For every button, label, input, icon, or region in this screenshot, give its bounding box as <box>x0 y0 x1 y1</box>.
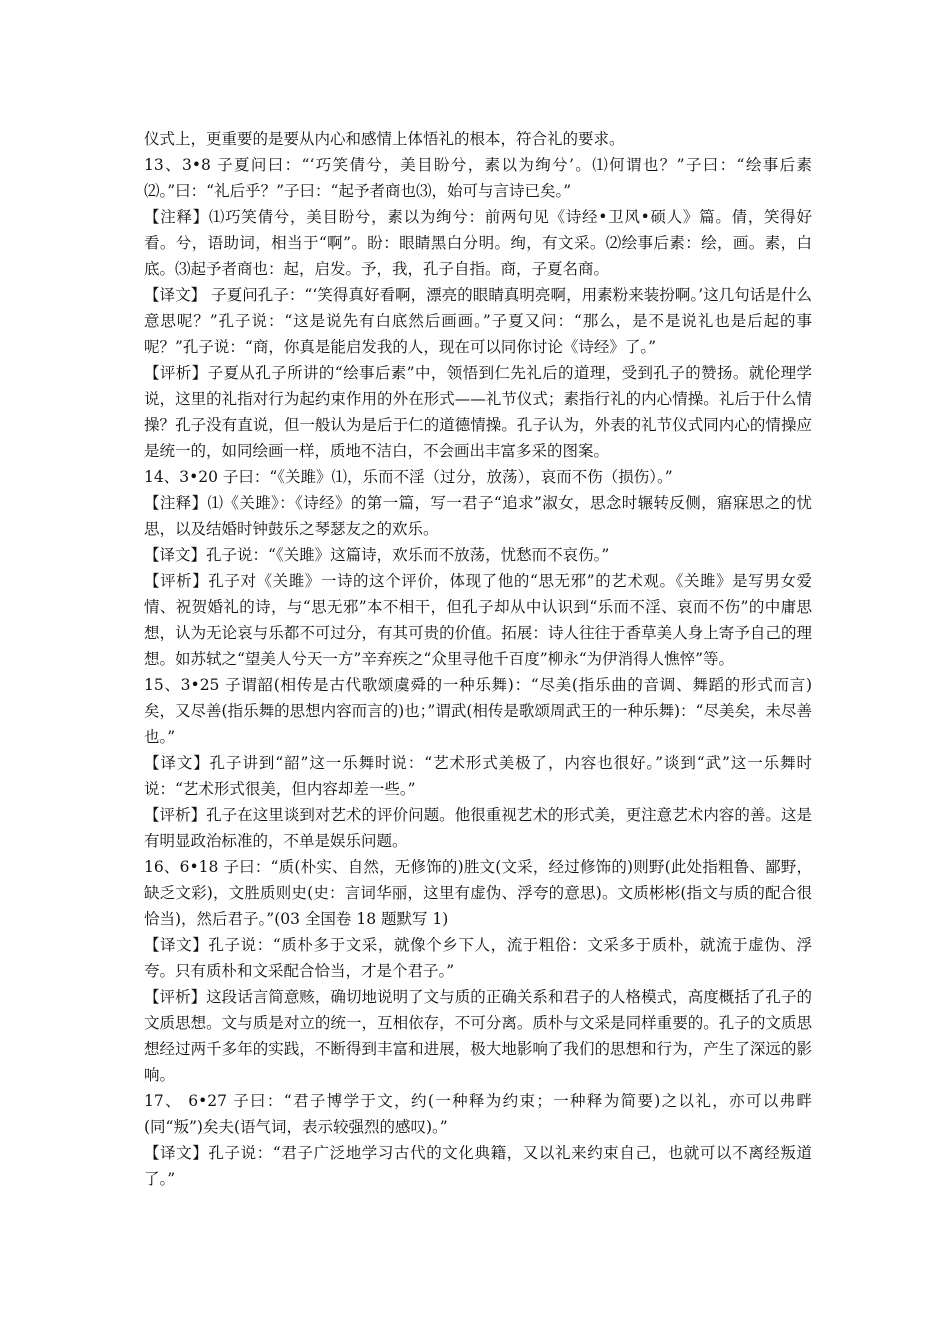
passage-15: 15、3•25 子谓韶(相传是古代歌颂虞舜的一种乐舞)：“尽美(指乐曲的音调、舞蹈的形式而言)矣，又尽善(指乐舞的思想内容而言的)也；”谓武(相传是歌颂周武王的一种乐舞)：“尽美矣，未尽善也。” <box>144 676 812 746</box>
passage-13: 13、3•8 子夏问曰：“‘巧笑倩兮，美目盼兮，素以为绚兮’。⑴何谓也？”子曰：“绘事后素⑵。”曰：“礼后乎？”子曰：“起予者商也⑶，始可与言诗已矣。” <box>144 156 812 200</box>
translation-14: 【译文】孔子说：“《关雎》这篇诗，欢乐而不放荡，忧愁而不哀伤。” <box>144 546 610 564</box>
text-paragraph: 仪式上，更重要的是要从内心和感情上体悟礼的根本，符合礼的要求。 <box>144 130 625 148</box>
translation-15: 【译文】孔子讲到“韶”这一乐舞时说：“艺术形式美极了，内容也很好。”谈到“武”这一乐舞时说：“艺术形式很美，但内容却差一些。” <box>144 754 812 798</box>
translation-17: 【译文】孔子说：“君子广泛地学习古代的文化典籍，又以礼来约束自己，也就可以不离经叛道了。” <box>144 1144 812 1188</box>
annotation-14: 【注释】⑴《关雎》：《诗经》的第一篇，写一君子“追求”淑女，思念时辗转反侧，寤寐思之的忧思，以及结婚时钟鼓乐之琴瑟友之的欢乐。 <box>144 494 812 538</box>
annotation-13: 【注释】⑴巧笑倩兮，美目盼兮，素以为绚兮：前两句见《诗经•卫风•硕人》篇。倩，笑得好看。兮，语助词，相当于“啊”。盼：眼睛黑白分明。绚，有文采。⑵绘事后素：绘，画。素，白底。⑶起予者商也：起，启发。予，我，孔子自指。商，子夏名商。 <box>144 208 812 278</box>
passage-16: 16、6•18 子曰：“质(朴实、自然，无修饰的)胜文(文采，经过修饰的)则野(此处指粗鲁、鄙野，缺乏文彩)，文胜质则史(史：言词华丽，这里有虚伪、浮夸的意思)。文质彬彬(指文与质的配合很恰当)，然后君子。”(03 全国卷 18 题默写 1) <box>144 858 812 928</box>
commentary-14: 【评析】孔子对《关雎》一诗的这个评价，体现了他的“思无邪”的艺术观。《关雎》是写男女爱情、祝贺婚礼的诗，与“思无邪”本不相干，但孔子却从中认识到“乐而不淫、哀而不伤”的中庸思想，认为无论哀与乐都不可过分，有其可贵的价值。拓展：诗人往往于香草美人身上寄予自己的理想。如苏轼之“望美人兮天一方”辛弃疾之“众里寻他千百度”柳永“为伊消得人憔悴”等。 <box>144 572 812 668</box>
passage-14: 14、3•20 子曰：“《关雎》⑴，乐而不淫（过分，放荡），哀而不伤（损伤）。” <box>144 468 673 486</box>
commentary-16: 【评析】这段话言简意赅，确切地说明了文与质的正确关系和君子的人格模式，高度概括了孔子的文质思想。文与质是对立的统一，互相依存，不可分离。质朴与文采是同样重要的。孔子的文质思想经过两千多年的实践，不断得到丰富和进展，极大地影响了我们的思想和行为，产生了深远的影响。 <box>144 988 812 1084</box>
document-page <box>144 126 812 1192</box>
passage-17: 17、 6•27 子曰：“君子博学于文，约(一种释为约束；一种释为简要)之以礼，亦可以弗畔(同“叛”)矣夫(语气词，表示较强烈的感叹)。” <box>144 1092 812 1136</box>
translation-13: 【译文】 子夏问孔子：“‘笑得真好看啊，漂亮的眼睛真明亮啊，用素粉来装扮啊。’这几句话是什么意思呢？”孔子说：“这是说先有白底然后画画。”子夏又问：“那么，是不是说礼也是后起的事呢？”孔子说：“商，你真是能启发我的人，现在可以同你讨论《诗经》了。” <box>144 286 812 356</box>
translation-16: 【译文】孔子说：“质朴多于文采，就像个乡下人，流于粗俗：文采多于质朴，就流于虚伪、浮夸。只有质朴和文采配合恰当，才是个君子。” <box>144 936 812 980</box>
commentary-13: 【评析】子夏从孔子所讲的“绘事后素”中，领悟到仁先礼后的道理，受到孔子的赞扬。就伦理学说，这里的礼指对行为起约束作用的外在形式——礼节仪式；素指行礼的内心情操。礼后于什么情操？孔子没有直说，但一般认为是后于仁的道德情操。孔子认为，外表的礼节仪式同内心的情操应是统一的，如同绘画一样，质地不洁白，不会画出丰富多采的图案。 <box>144 364 812 460</box>
commentary-15: 【评析】孔子在这里谈到对艺术的评价问题。他很重视艺术的形式美，更注意艺术内容的善。这是有明显政治标准的，不单是娱乐问题。 <box>144 806 812 850</box>
